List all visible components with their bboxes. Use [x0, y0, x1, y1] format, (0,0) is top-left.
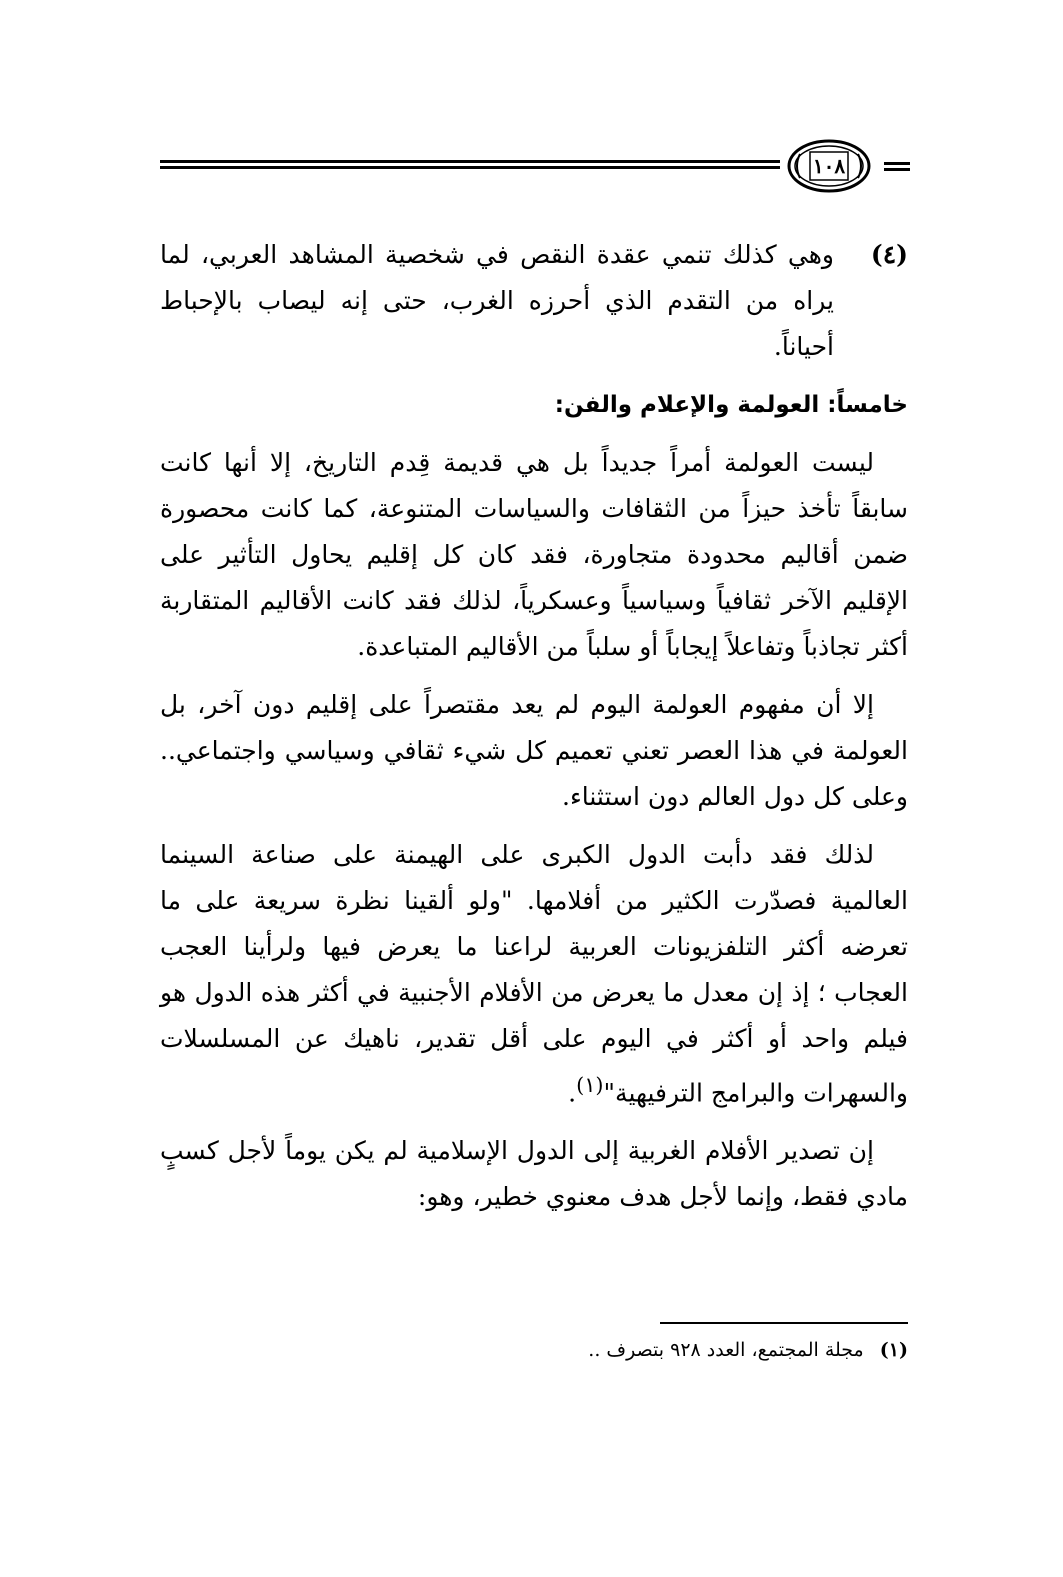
footnote-reference: (١) — [576, 1073, 604, 1097]
footnote-separator — [660, 1322, 908, 1324]
paragraph-3-text: لذلك فقد دأبت الدول الكبرى على الهيمنة على صناعة السينما العالمية فصدّرت الكثير من أفلامها. "ولو ألقينا نظرة سريعة على ما تعرضه أكثر التلفزيونات العربية لراعنا ما يعرض فيها ولرأينا العجب العجاب ؛ إذ إن معدل ما يعرض من الأفلام الأجنبية في أكثر هذه الدول هو فيلم واحد أو أكثر في اليوم على أقل تقدير، ناهيك عن المسلسلات والسهرات والبرامج الترفيهية" — [160, 840, 908, 1108]
numbered-item-4 — [160, 232, 908, 370]
page-number: ١٠٨ — [812, 154, 846, 178]
footnote-number: (١) — [879, 1339, 908, 1361]
paragraph-2: إلا أن مفهوم العولمة اليوم لم يعد مقتصراً على إقليم دون آخر، بل العولمة في هذا العصر تعني تعميم كل شيء ثقافي وسياسي واجتماعي.. وعلى كل دول العالم دون استثناء. — [160, 690, 908, 811]
paragraph-3-end: . — [568, 1078, 577, 1108]
section-heading: خامساً: العولمة والإعلام والفن: — [554, 392, 908, 418]
paragraph-1: ليست العولمة أمراً جديداً بل هي قديمة قِدم التاريخ، إلا أنها كانت سابقاً تأخذ حيزاً من الثقافات والسياسات المتنوعة، كما كانت محصورة ضمن أقاليم محدودة متجاورة، فقد كان كل إقليم يحاول التأثير على الإقليم الآخر ثقافياً وسياسياً وعسكرياً، لذلك فقد كانت الأقاليم المتقاربة أكثر تجاذباً وتفاعلاً إيجاباً أو سلباً من الأقاليم المتباعدة. — [160, 448, 908, 661]
footnote-text: مجلة المجتمع، العدد ٩٢٨ بتصرف .. — [588, 1339, 864, 1361]
item-number: (٤) — [870, 240, 908, 269]
page-number-ornament — [786, 138, 872, 194]
footnote — [160, 1334, 908, 1366]
item-text: وهي كذلك تنمي عقدة النقص في شخصية المشاهد العربي، لما يراه من التقدم الذي أحرزه الغرب، حتى إنه ليصاب بالإحباط أحياناً. — [160, 240, 834, 361]
header-double-rule — [160, 160, 780, 176]
page-header — [160, 138, 910, 198]
paragraph-4: إن تصدير الأفلام الغربية إلى الدول الإسلامية لم يكن يوماً لأجل كسبٍ مادي فقط، وإنما لأجل هدف معنوي خطير، وهو: — [160, 1136, 908, 1212]
header-short-rule — [884, 162, 910, 174]
page-body — [160, 232, 908, 1232]
paragraph-3 — [160, 832, 908, 1116]
